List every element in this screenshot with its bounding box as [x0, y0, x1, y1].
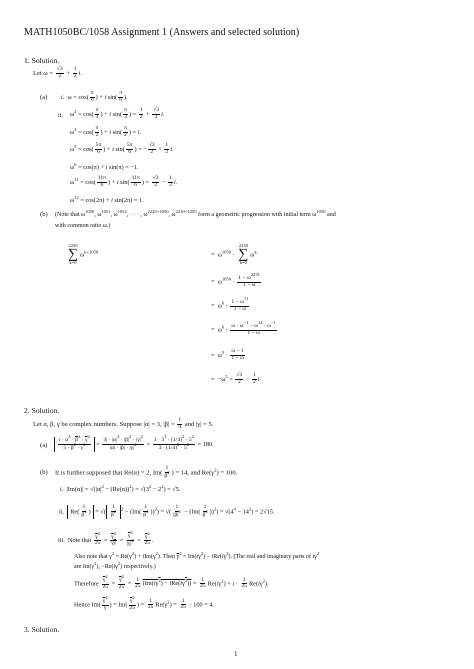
- q2-intro: Let α, β, γ be complex numbers. Suppose |α| = 3, |β| = $\frac{1}{4}$ and |γ| = 5.: [33, 417, 214, 430]
- q1-b-label: (b): [40, 211, 48, 218]
- q2-b-ii: ii. Re( $\frac{1}{\beta^2}$ ) = √( $\frac{1}{\beta^2}$ $^2$ − (Im( $\frac{1}{\beta^2}$ ))$^2$) = √( $\frac{1}{|\beta|^4}$ − (Im( $\frac{1}{\beta^2}$ ))$^2) = √(4^4 - 14^2) = 2√15$.: [59, 504, 275, 518]
- q2-b-hence: Hence Im( $\frac{\overline{\gamma}^2}{\gamma}$ ) = Im( $\frac{\overline{\gamma}^2}{25}$ ) = $\frac{1}{25}$ $Re(\gamma^2)$ = $\frac{1}{25}$ · 100 = 4.: [74, 595, 215, 611]
- q1-heading: 1. Solution.: [24, 56, 60, 65]
- q2-b-therefore: Therefore $\frac{\overline{\gamma}^2}{25}$ = $\frac{\overline{\gamma}^2}{25}$ = $\frac{1}{25}$ $(Im(i\gamma^2) - iRe(i\gamma^2))$ = $\frac{1}{25}$ $Re(i\gamma^2) + i$ · $\frac{1}{25}$ $Re(i\gamma^2)$.: [74, 574, 269, 590]
- q2-b-label: (b): [40, 469, 48, 476]
- q1-b-note-2: with common ratio ω.): [55, 223, 111, 229]
- q1-b-note-1: (Note that $\omega^{1050}$, $\omega^{1051}$, $\omega^{1052}$, · · · , $\omega^{2229+1050}$, $\omega^{2230+1050}$ form a geometric progression with initial term $\omega^{1050}$ and: [55, 209, 336, 218]
- q1-let-line: Let ω = $\frac{√3}{2}$ + $\frac{1}{2}$ i.: [33, 66, 82, 79]
- q1-a-ii-label: ii.: [58, 112, 64, 119]
- q1-b-step-5: = $\omega^5$ · $\frac{\omega - 1}{1 - \omega}$: [211, 348, 244, 361]
- q2-heading: 2. Solution.: [24, 406, 60, 415]
- q1-b-lhs: 2230 ∑ k=0 $\omega^{k+1050}$: [68, 243, 99, 266]
- q1-a-ii-line-5: $\omega^{11} = \cos$( $\frac{11\pi}{6}$ ) + i sin( $\frac{11\pi}{6}$ ) = $\frac{√3}{2}$ − $\frac{1}{2}$ i.: [70, 175, 178, 188]
- page-title: MATH1050BC/1058 Assignment 1 (Answers and selected solution): [24, 27, 300, 38]
- q1-b-step-2: = $\omega^{1050}$ · $\frac{1 - \omega^{2231}}{1 - \omega}$: [211, 272, 260, 288]
- q2-b-iii: iii. Note that $\frac{\overline{\gamma}^2}{25}$ = $\frac{\overline{\gamma}^2}{\gamma\overline{\gamma}}$ = $\frac{\overline{\gamma}^2}{|\gamma|^2}$ = $\frac{\overline{\gamma}^2}{25}$ .: [58, 530, 154, 547]
- q3-heading: 3. Solution.: [24, 625, 60, 634]
- page-number: 1: [234, 650, 238, 658]
- q1-a-label: (a): [40, 94, 48, 101]
- q1-a-ii-line-2: $\omega^3 = \cos$( $\frac{\pi}{2}$ ) + i sin( $\frac{\pi}{2}$ ) = i.: [70, 125, 142, 138]
- q1-b-step-1: = $\omega^{1050}$ · 2230 ∑ k=0 $\omega^k$: [211, 243, 257, 266]
- q2-b-i: i. $|Im(\alpha)| = √(|\alpha|^2 - (Re(\alpha))^2) = √(3^2 - 2^2) = √5$.: [60, 484, 181, 493]
- q2-a-label: (a): [40, 442, 48, 449]
- q1-b-step-3: = $\omega^6$ · $\frac{1 - \omega^{11}}{1 - \omega}$: [211, 296, 249, 312]
- q2-b-also-1: Also note that $\gamma^2 = Re(\gamma^2) + iIm(\gamma^2)$. Then $\overline{\gamma}^2 = Im(i\gamma^2) - iRe(i\gamma^2)$. (The real and imaginary parts of $i\gamma^2$: [74, 551, 320, 560]
- q1-a-i-line: i. ω = cos( $\frac{\pi}{6}$ ) + i sin( $\frac{\pi}{6}$ ).: [61, 90, 128, 103]
- q1-a-ii-line-4: $\omega^6 = \cos(\pi) + i$ sin(π) = −1.: [70, 162, 139, 171]
- q1-a-ii-line-1: $\omega^2 = \cos$( $\frac{\pi}{3}$ ) + i sin( $\frac{\pi}{3}$ ) = $\frac{1}{2}$ + $\frac{√3}{2}$ i.: [70, 107, 165, 120]
- q1-b-step-6: = $-\omega^5$ = $\frac{√3}{2}$ − $\frac{1}{2}$ i: [211, 372, 260, 385]
- q1-b-step-4: = $\omega^6$ · $\frac{\omega \cdot \omega^{-1} - \omega^{12} \cdot \omega^{-1}}{1 - \omega}$: [211, 320, 276, 336]
- q1-a-ii-line-6: $\omega^{12} = \cos(2\pi) + i$ sin(2π) = 1.: [70, 195, 144, 204]
- q2-b-also-2: are $Im(\gamma^2)$, $-Re(i\gamma^2)$ respectively.): [74, 561, 156, 570]
- q1-a-ii-line-3: $\omega^5 = \cos$( $\frac{5\pi}{6}$ ) + i sin( $\frac{5\pi}{6}$ ) = − $\frac{√3}{2}$ + $\frac{1}{2}$ i.: [70, 142, 174, 155]
- q2-a-equation: $\frac{i \cdot \alpha^3 \cdot \overline{\beta}^2 \cdot \overline{\gamma}^2}{5 \cdot \overline{\beta}^2 \cdot \gamma^2}$ = $\frac{|i| \cdot |\alpha|^3 \cdot |\beta|^2 \cdot |\gamma|^2}{|\alpha| \cdot |\beta| \cdot |\gamma|^2}$ = $\frac{1 \cdot 3^3 \cdot (1/4)^2 \cdot 5^2}{3 \cdot (1/4)^2 \cdot 5^2}$ = 180.: [54, 437, 214, 452]
- q2-b-intro: It is further supposed that Re(α) = 2, Im( $\frac{1}{\beta^2}$ ) = 14, and $Re(\gamma^2) = 100$.: [55, 465, 238, 479]
